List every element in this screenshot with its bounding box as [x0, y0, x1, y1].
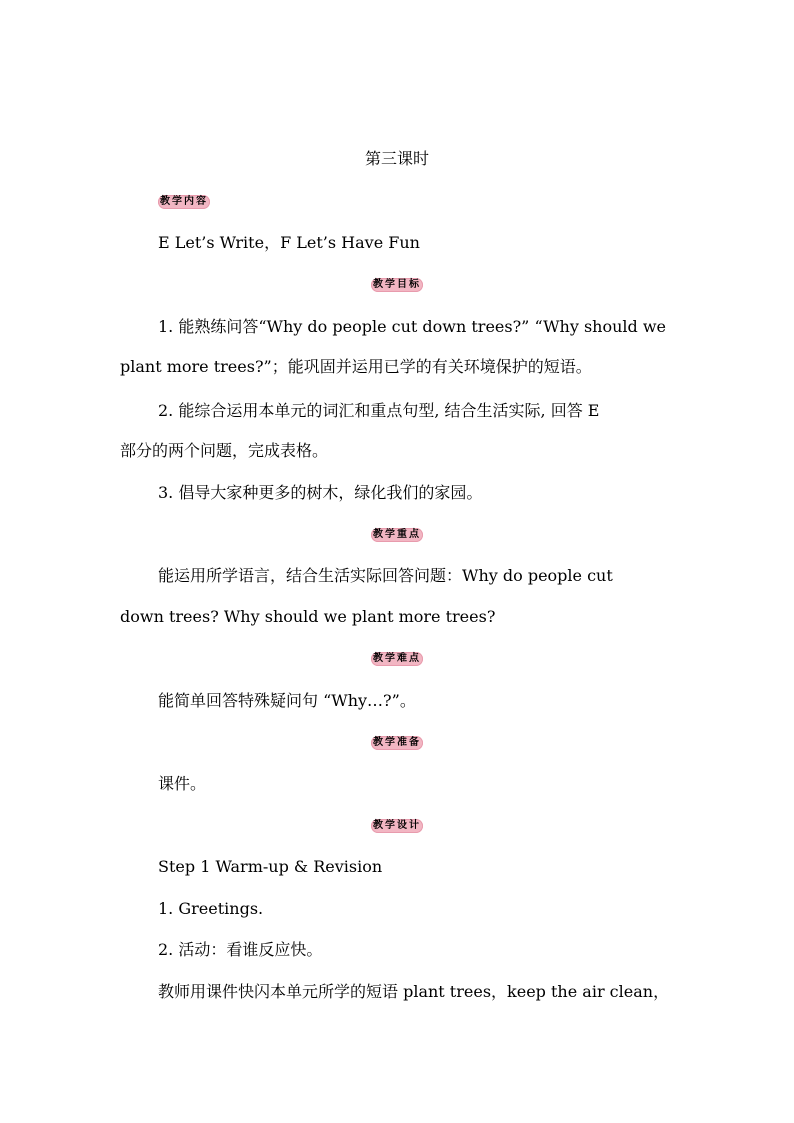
key-points-line-1: 能运用所学语言，结合生活实际回答问题：Why do people cut	[158, 566, 613, 585]
badge-label: 教学重点	[373, 529, 421, 540]
badge-label: 教学难点	[373, 653, 421, 664]
greetings-item: 1. Greetings.	[158, 899, 264, 918]
difficulty-text: 能简单回答特殊疑问句 “Why…?”。	[158, 691, 416, 710]
activity-detail: 教师用课件快闪本单元所学的短语 plant trees，keep the air clean，	[158, 982, 670, 1001]
goal-3: 3. 倡导大家种更多的树木，绿化我们的家园。	[158, 483, 483, 502]
lesson-title: 第三课时	[364, 149, 429, 168]
activity-item: 2. 活动：看谁反应快。	[158, 940, 323, 959]
section-badge-goals	[0, 277, 794, 293]
step-1-heading: Step 1 Warm-up & Revision	[158, 857, 383, 876]
goal-1-line-2: plant more trees?”；能巩固并运用已学的有关环境保护的短语。	[120, 357, 592, 376]
goal-2-line-2: 部分的两个问题，完成表格。	[120, 441, 329, 460]
badge-label: 教学内容	[160, 196, 208, 207]
goal-1-line-1: 1. 能熟练问答“Why do people cut down trees?” “Why should we	[158, 317, 667, 336]
section-badge-preparation	[0, 735, 794, 751]
badge-label: 教学准备	[373, 737, 421, 748]
section-badge-design	[0, 818, 794, 834]
section-badge-key-points	[0, 527, 794, 543]
section-badge-content	[158, 194, 210, 210]
key-points-line-2: down trees? Why should we plant more trees?	[120, 607, 496, 626]
badge-label: 教学设计	[373, 820, 421, 831]
content-text: E Let’s Write，F Let’s Have Fun	[158, 233, 420, 252]
section-badge-difficulty	[0, 651, 794, 667]
badge-label: 教学目标	[373, 279, 421, 290]
goal-2-line-1: 2. 能综合运用本单元的词汇和重点句型, 结合生活实际, 回答 E	[158, 401, 600, 420]
preparation-text: 课件。	[158, 774, 207, 793]
